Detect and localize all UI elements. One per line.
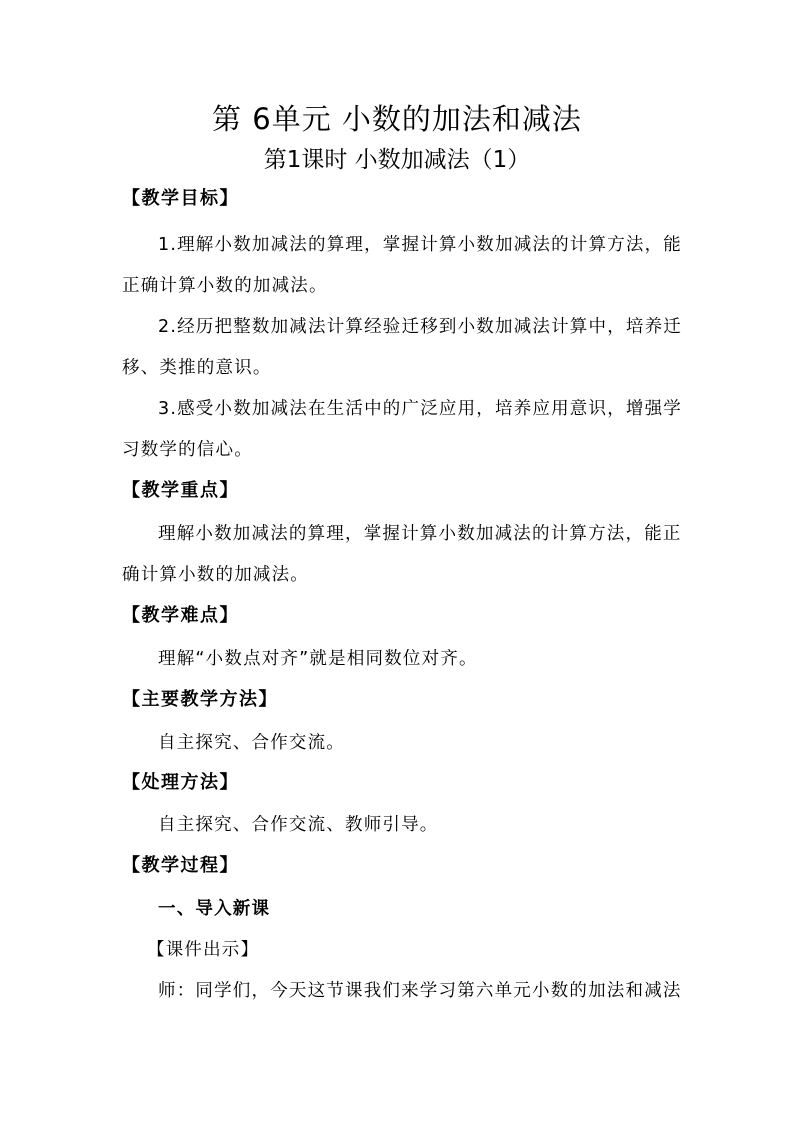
objective-line: 1.理解小数加减法的算理，掌握计算小数加减法的计算方法，能 bbox=[158, 235, 682, 255]
objective-line: 移、类推的意识。 bbox=[122, 358, 272, 378]
handling-line: 自主探究、合作交流、教师引导。 bbox=[158, 815, 439, 835]
objective-line: 2.经历把整数加减法计算经验迁移到小数加减法计算中，培养迁 bbox=[158, 317, 682, 337]
objective-line: 正确计算小数的加减法。 bbox=[122, 276, 328, 296]
key-points-heading: 【教学重点】 bbox=[122, 480, 239, 501]
unit-title: 第 6单元 小数的加法和减法 bbox=[212, 102, 582, 136]
difficulties-line: 理解“小数点对齐”就是相同数位对齐。 bbox=[158, 649, 478, 669]
methods-line: 自主探究、合作交流。 bbox=[158, 733, 345, 753]
objective-line: 3.感受小数加减法在生活中的广泛应用，培养应用意识，增强学 bbox=[158, 399, 682, 419]
process-heading: 【教学过程】 bbox=[122, 855, 239, 876]
courseware-label: 【课件出示】 bbox=[147, 940, 260, 960]
lesson-subtitle: 第1课时 小数加减法（1） bbox=[263, 147, 531, 173]
process-line: 师：同学们，今天这节课我们来学习第六单元小数的加法和减法 bbox=[158, 981, 682, 1001]
process-subheading: 一、导入新课 bbox=[158, 899, 271, 919]
objective-line: 习数学的信心。 bbox=[122, 440, 253, 460]
methods-heading: 【主要教学方法】 bbox=[122, 689, 278, 710]
difficulties-heading: 【教学难点】 bbox=[122, 605, 239, 626]
key-points-line: 确计算小数的加减法。 bbox=[122, 565, 309, 585]
handling-heading: 【处理方法】 bbox=[122, 772, 239, 793]
key-points-line: 理解小数加减法的算理，掌握计算小数加减法的计算方法，能正 bbox=[158, 524, 682, 544]
objectives-heading: 【教学目标】 bbox=[122, 188, 239, 209]
